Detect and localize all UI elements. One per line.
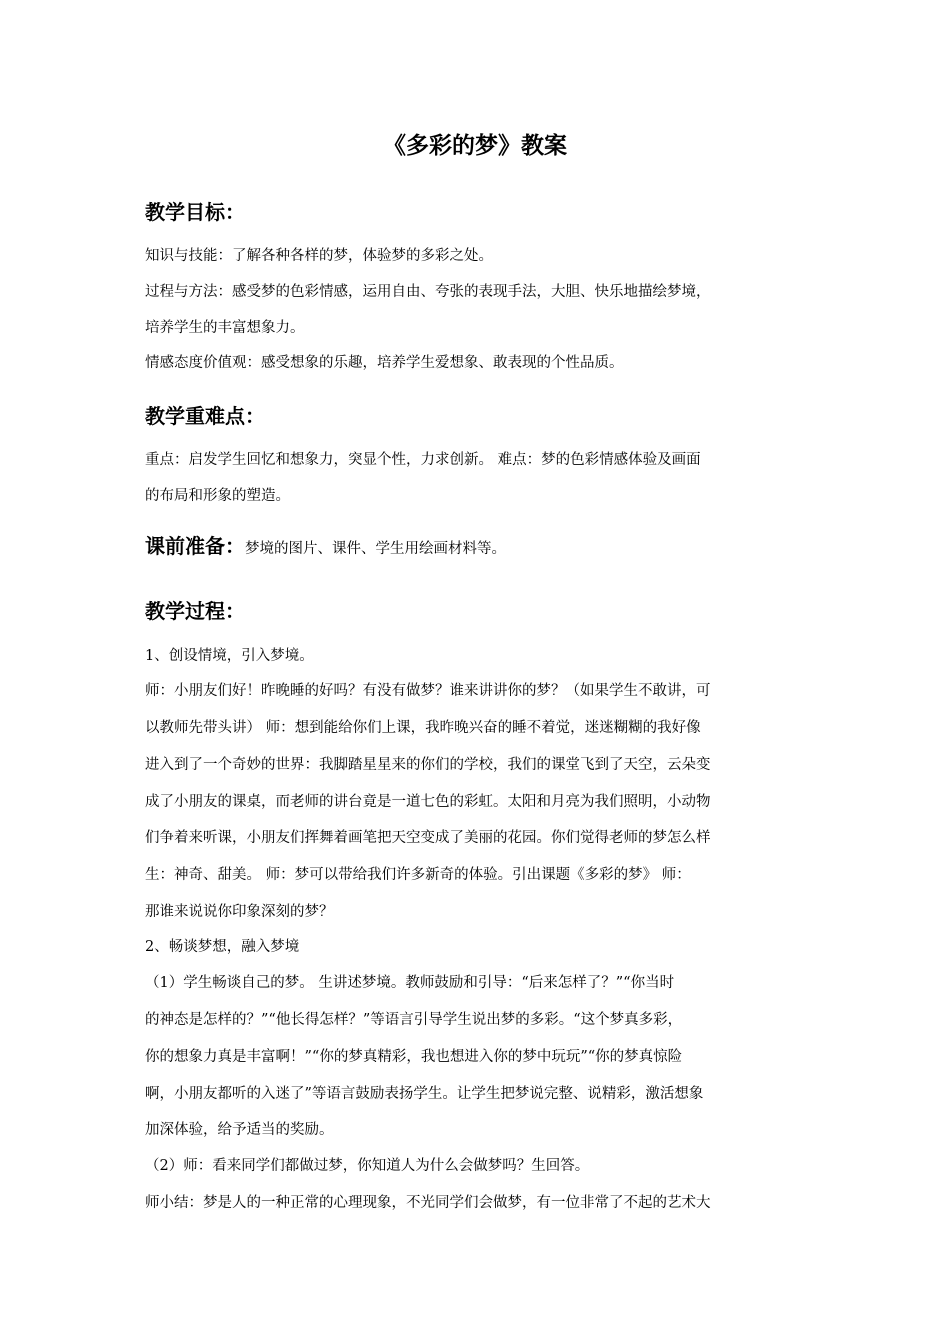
goals-heading: 教学目标： [145, 200, 245, 224]
key-points-line: 的布局和形象的塑造。 [145, 488, 290, 504]
process-line: 加深体验，给予适当的奖励。 [145, 1122, 334, 1138]
process-line: 啊，小朋友都听的入迷了”等语言鼓励表扬学生。让学生把梦说完整、说精彩，激活想象 [145, 1086, 704, 1102]
process-line: 的神态是怎样的？”“他长得怎样？”等语言引导学生说出梦的多彩。“这个梦真多彩， [145, 1012, 683, 1028]
process-line: 你的想象力真是丰富啊！”“你的梦真精彩，我也想进入你的梦中玩玩”“你的梦真惊险 [145, 1049, 683, 1065]
process-line: 生：神奇、甜美。 师：梦可以带给我们许多新奇的体验。引出课题《多彩的梦》 师： [145, 867, 691, 883]
process-line: 们争着来听课，小朋友们挥舞着画笔把天空变成了美丽的花园。你们觉得老师的梦怎么样 [145, 830, 711, 846]
process-line: 以教师先带头讲） 师：想到能给你们上课，我昨晚兴奋的睡不着觉，迷迷糊糊的我好像 [145, 720, 701, 736]
process-line: 师：小朋友们好！昨晚睡的好吗？有没有做梦？谁来讲讲你的梦？（如果学生不敢讲，可 [145, 683, 711, 699]
process-line: 师小结：梦是人的一种正常的心理现象，不光同学们会做梦，有一位非常了不起的艺术大 [145, 1195, 711, 1211]
goals-line: 知识与技能：了解各种各样的梦，体验梦的多彩之处。 [145, 248, 493, 264]
prep-paragraph [145, 533, 506, 562]
prep-heading: 课前准备： [145, 534, 245, 558]
process-line: 那谁来说说你印象深刻的梦？ [145, 904, 334, 920]
process-heading: 教学过程： [145, 599, 245, 623]
key-points-heading: 教学重难点： [145, 404, 265, 428]
goals-line: 过程与方法：感受梦的色彩情感，运用自由、夸张的表现手法，大胆、快乐地描绘梦境， [145, 284, 711, 300]
goals-line: 情感态度价值观：感受想象的乐趣，培养学生爱想象、敢表现的个性品质。 [145, 355, 624, 371]
document-title: 《多彩的梦》教案 [383, 133, 567, 159]
process-line: （1）学生畅谈自己的梦。 生讲述梦境。教师鼓励和引导：“后来怎样了？”“你当时 [145, 975, 675, 991]
process-line: 1、创设情境，引入梦境。 [145, 648, 314, 664]
key-points-line: 重点：启发学生回忆和想象力，突显个性，力求创新。 难点：梦的色彩情感体验及画面 [145, 452, 701, 468]
process-line: 成了小朋友的课桌，而老师的讲台竟是一道七色的彩虹。太阳和月亮为我们照明，小动物 [145, 794, 711, 810]
process-line: 2、畅谈梦想，融入梦境 [145, 939, 300, 955]
goals-line: 培养学生的丰富想象力。 [145, 320, 305, 336]
prep-text: 梦境的图片、课件、学生用绘画材料等。 [245, 541, 506, 557]
process-line: 进入到了一个奇妙的世界：我脚踏星星来的你们的学校，我们的课堂飞到了天空，云朵变 [145, 757, 711, 773]
process-line: （2）师：看来同学们都做过梦，你知道人为什么会做梦吗？生回答。 [145, 1158, 590, 1174]
